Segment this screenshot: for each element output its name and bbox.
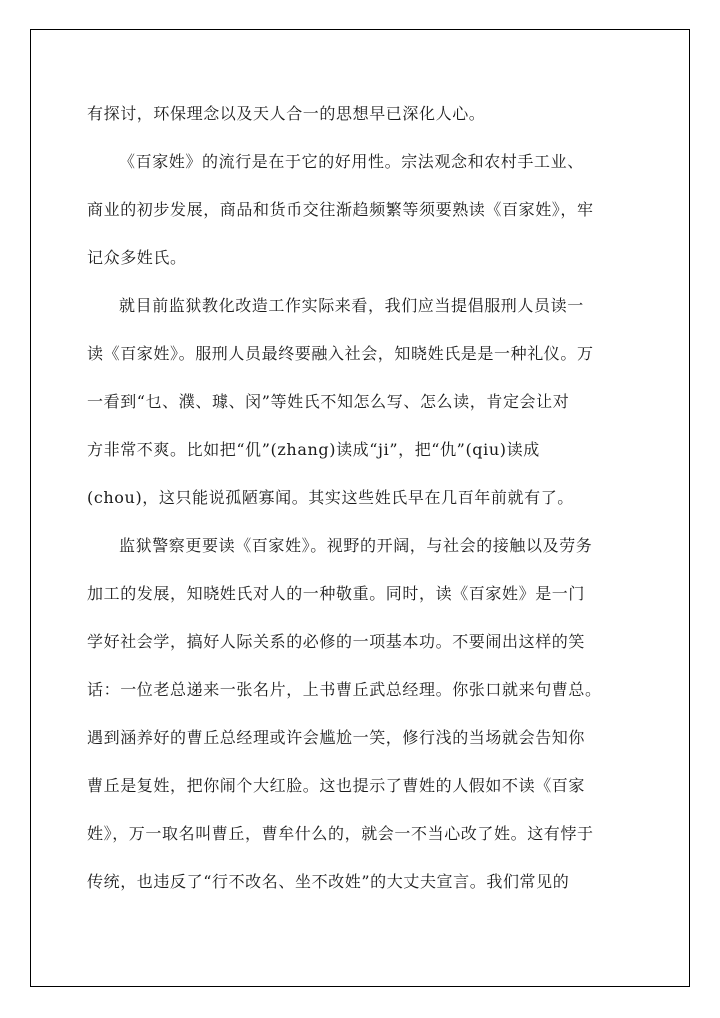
text-line: (chou)，这只能说孤陋寡闻。其实这些姓氏早在几百年前就有了。 bbox=[87, 488, 574, 507]
document-body bbox=[87, 90, 633, 906]
text-line: 《百家姓》的流行是在于它的好用性。宗法观念和农村手工业、 bbox=[119, 152, 584, 171]
text-line: 商业的初步发展，商品和货币交往渐趋频繁等须要熟读《百家姓》，牢 bbox=[87, 200, 594, 219]
text-line: 传统，也违反了“行不改名、坐不改姓”的大丈夫宣言。我们常见的 bbox=[87, 872, 570, 891]
text-line: 就目前监狱教化改造工作实际来看，我们应当提倡服刑人员读一 bbox=[119, 296, 584, 315]
text-line: 学好社会学，搞好人际关系的必修的一项基本功。不要闹出这样的笑 bbox=[87, 632, 586, 651]
text-line: 记众多姓氏。 bbox=[87, 248, 187, 267]
text-line: 方非常不爽。比如把“仉”(zhang)读成“ji”，把“仇”(qiu)读成 bbox=[87, 440, 540, 459]
text-line: 曹丘是复姓，把你闹个大红脸。这也提示了曹姓的人假如不读《百家 bbox=[87, 776, 586, 795]
text-line: 一看到“乜、濮、璩、闵”等姓氏不知怎么写、怎么读，肯定会让对 bbox=[87, 392, 570, 411]
text-line: 有探讨，环保理念以及天人合一的思想早已深化人心。 bbox=[87, 104, 486, 123]
text-line: 遇到涵养好的曹丘总经理或许会尴尬一笑，修行浅的当场就会告知你 bbox=[87, 728, 586, 747]
text-line: 话：一位老总递来一张名片，上书曹丘武总经理。你张口就来句曹总。 bbox=[87, 680, 602, 699]
text-line: 读《百家姓》。服刑人员最终要融入社会，知晓姓氏是是一种礼仪。万 bbox=[87, 344, 594, 363]
text-line: 姓》，万一取名叫曹丘，曹牟什么的，就会一不当心改了姓。这有悖于 bbox=[87, 824, 594, 843]
text-line: 加工的发展，知晓姓氏对人的一种敬重。同时，读《百家姓》是一门 bbox=[87, 584, 586, 603]
text-line: 监狱警察更要读《百家姓》。视野的开阔，与社会的接触以及劳务 bbox=[119, 536, 593, 555]
